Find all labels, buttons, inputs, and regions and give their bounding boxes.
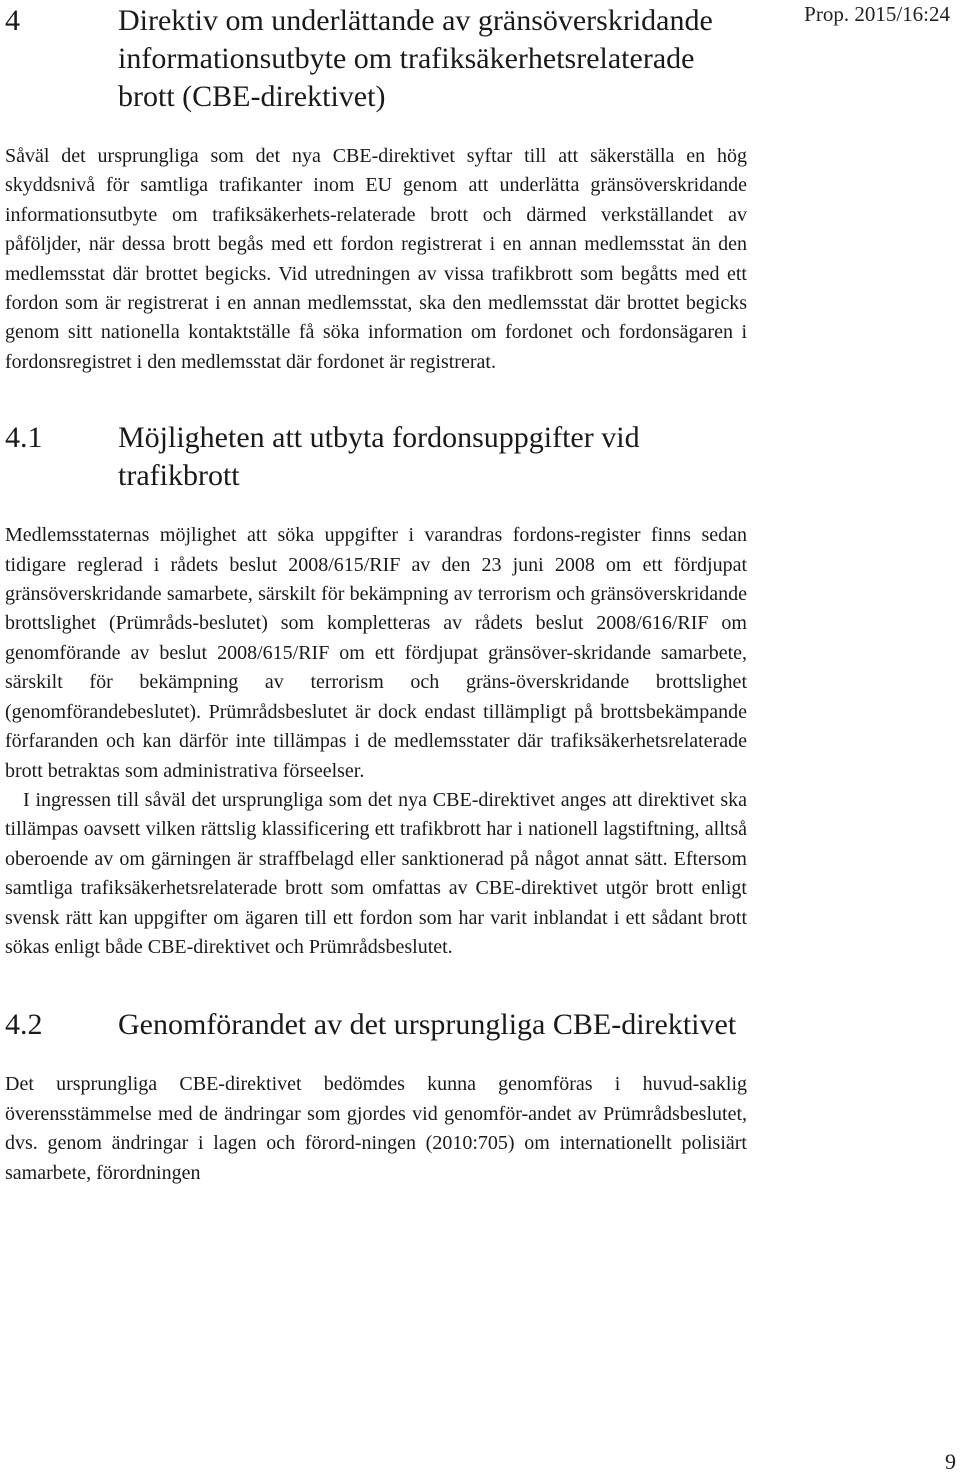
section-number: 4.2 — [5, 1008, 43, 1042]
section-number: 4.1 — [5, 421, 43, 455]
section-heading-4-2 — [5, 1006, 747, 1044]
section-heading-4-1 — [5, 419, 747, 495]
section-body-4-1 — [5, 521, 747, 962]
section-title: Möjligheten att utbyta fordonsuppgifter vid trafikbrott — [118, 421, 640, 493]
document-body — [5, 0, 747, 1188]
section-number: 4 — [5, 4, 20, 37]
paragraph: Såväl det ursprungliga som det nya CBE-direktivet syftar till att säkerställa en hög skyddsnivå för samtliga trafikanter inom EU genom att underlätta gränsöverskridande informationsutbyte om trafiksäkerhets-relaterade brott och därmed verkställandet av påföljder, när dessa brott begås med ett fordon registrerat i en annan medlemsstat än den medlemsstat där brottet begicks. Vid utredningen av vissa trafikbrott som begåtts med ett fordon som är registrerat i en annan medlemsstat, ska den medlemsstat där brottet begicks genom sitt nationella kontaktställe få söka information om fordonet och fordonsägaren i fordonsregistret i den medlemsstat där fordonet är registrerat. — [5, 145, 747, 373]
paragraph: I ingressen till såväl det ursprungliga som det nya CBE-direktivet anges att direktivet ska tillämpas oavsett vilken rättslig klassificering ett trafikbrott har i nationell lagstiftning, alltså oberoende av om gärningen är straffbelagd eller sanktionerad på något annat sätt. Eftersom samtliga trafiksäkerhetsrelaterade brott som omfattas av CBE-direktivet utgör brott enligt svensk rätt kan uppgifter om ägaren till ett fordon som har varit inblandat i ett sådant brott sökas enligt både CBE-direktivet och Prümrådsbeslutet. — [5, 788, 747, 958]
section-body-4 — [5, 142, 747, 377]
proposition-reference: Prop. 2015/16:24 — [804, 2, 950, 26]
section-heading-4 — [5, 2, 747, 116]
paragraph: Medlemsstaternas möjlighet att söka uppgifter i varandras fordons-register finns sedan tidigare reglerad i rådets beslut 2008/615/RIF av den 23 juni 2008 om ett fördjupat gränsöverskridande samarbete, särskilt för bekämpning av terrorism och gränsöverskridande brottslighet (Prümråds-beslutet) som kompletteras av rådets beslut 2008/616/RIF om genomförande av beslut 2008/615/RIF om ett fördjupat gränsöver-skridande samarbete, särskilt för bekämpning av terrorism och gräns-överskridande brottslighet (genomförandebeslutet). Prümrådsbeslutet är dock endast tillämpligt på brottsbekämpande förfaranden och kan därför inte tillämpas i de medlemsstater där trafiksäkerhetsrelaterade brott betraktas som administrativa förseelser. — [5, 524, 747, 782]
paragraph: Det ursprungliga CBE-direktivet bedömdes kunna genomföras i huvud-saklig överensstämmelse med de ändringar som gjordes vid genomför-andet av Prümrådsbeslutet, dvs. genom ändringar i lagen och förord-ningen (2010:705) om internationellt polisiärt samarbete, förordningen — [5, 1073, 747, 1184]
section-body-4-2 — [5, 1070, 747, 1188]
section-title: Direktiv om underlättande av gränsöverskridande informationsutbyte om trafiksäkerhetsrelaterade brott (CBE-direktivet) — [118, 4, 713, 113]
section-title: Genomförandet av det ursprungliga CBE-direktivet — [118, 1008, 737, 1042]
page-number: 9 — [945, 1449, 956, 1474]
